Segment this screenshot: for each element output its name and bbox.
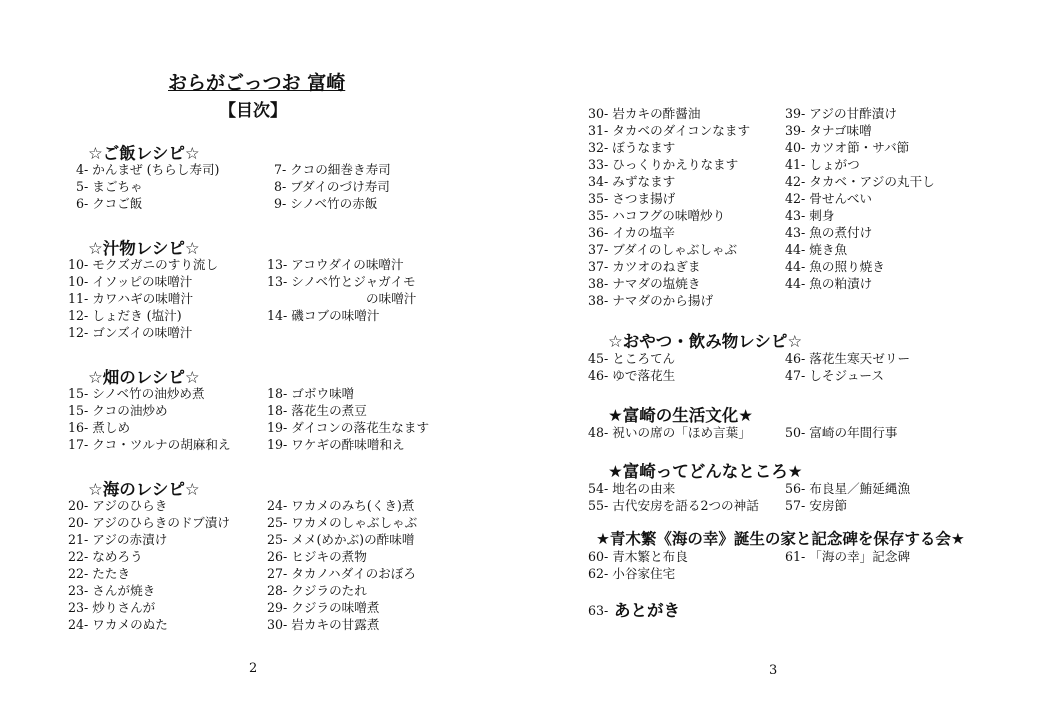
toc-entry: 39- タナゴ味噌 [785,123,872,138]
section-title-about: ★富崎ってどんなところ★ [608,462,803,481]
page-number: 2 [249,661,258,676]
toc-entry: 30- 岩カキの甘露煮 [267,617,380,632]
toc-entry: 61- 「海の幸」記念碑 [785,549,911,564]
toc-entry: 32- ぼうなます [588,140,676,155]
toc-entry: 22- なめろう [68,549,143,564]
toc-entry: 38- ナマダのから揚げ [588,293,714,308]
toc-entry: 39- アジの甘酢漬け [785,106,897,121]
toc-entry: 38- ナマダの塩焼き [588,276,701,291]
toc-entry: 17- クコ・ツルナの胡麻和え [68,437,231,452]
toc-entry: 21- アジの赤漬け [68,532,168,547]
document-title: おらがごっつお 富崎 [168,72,346,94]
toc-entry: 33- ひっくりかえりなます [588,157,739,172]
toc-entry: 44- 焼き魚 [785,242,848,257]
toc-entry: 46- 落花生寒天ゼリー [785,351,911,366]
toc-entry: 44- 魚の照り焼き [785,259,885,274]
afterword-number: 63- [588,603,609,618]
toc-entry: 6- クコご飯 [76,196,143,211]
page-number: 3 [769,663,778,678]
section-title-soup: ☆汁物レシピ☆ [88,239,200,258]
toc-entry: 19- ダイコンの落花生なます [267,420,430,435]
toc-entry: 15- クコの油炒め [68,403,168,418]
toc-entry: 30- 岩カキの酢醤油 [588,106,701,121]
toc-entry: 41- しょがつ [785,157,860,172]
toc-entry: 16- 煮しめ [68,420,131,435]
section-title-sea: ☆海のレシピ☆ [88,480,200,499]
toc-entry: 18- ゴボウ味噌 [267,386,355,401]
toc-entry: 14- 磯コブの味噌汁 [267,308,380,323]
toc-entry: 11- カワハギの味噌汁 [68,291,194,306]
toc-entry: 12- ゴンズイの味噌汁 [68,325,193,340]
right-page [520,0,1040,720]
toc-entry: 29- クジラの味噌煮 [267,600,380,615]
toc-entry: 31- タカベのダイコンなます [588,123,751,138]
toc-entry: 25- メメ(めかぶ)の酢味噌 [267,532,415,547]
section-title-afterword: あとがき [614,601,680,620]
toc-entry: 35- さつま揚げ [588,191,676,206]
toc-entry-continuation: の味噌汁 [366,291,417,306]
toc-entry: 28- クジラのたれ [267,583,367,598]
toc-entry: 43- 刺身 [785,208,835,223]
section-title-society: ★青木繁《海の幸》誕生の家と記念碑を保存する会★ [596,530,965,548]
toc-entry: 44- 魚の粕漬け [785,276,873,291]
toc-entry: 19- ワケギの酢味噌和え [267,437,405,452]
toc-entry: 34- みずなます [588,174,676,189]
toc-entry: 25- ワカメのしゃぶしゃぶ [267,515,418,530]
toc-entry: 20- アジのひらき [68,498,168,513]
toc-entry: 24- ワカメのぬた [68,617,168,632]
toc-entry: 20- アジのひらきのドブ漬け [68,515,230,530]
toc-entry: 45- ところてん [588,351,676,366]
toc-entry: 9- シノベ竹の赤飯 [274,196,378,211]
toc-entry: 26- ヒジキの煮物 [267,549,367,564]
toc-entry: 4- かんまぜ (ちらし寿司) [76,162,220,177]
toc-entry: 54- 地名の由来 [588,481,676,496]
section-title-rice: ☆ご飯レシピ☆ [88,144,200,163]
toc-entry: 23- さんが焼き [68,583,156,598]
toc-entry: 43- 魚の煮付け [785,225,873,240]
toc-entry: 23- 炒りさんが [68,600,156,615]
section-title-culture: ★富崎の生活文化★ [608,406,754,425]
toc-entry: 50- 富崎の年間行事 [785,425,898,440]
toc-entry: 7- クコの細巻き寿司 [274,162,391,177]
section-title-field: ☆畑のレシピ☆ [88,368,200,387]
toc-entry: 10- モクズガニのすり流し [68,257,219,272]
toc-entry: 42- 骨せんべい [785,191,873,206]
toc-entry: 42- タカベ・アジの丸干し [785,174,935,189]
toc-entry: 13- シノベ竹とジャガイモ [267,274,416,289]
toc-entry: 60- 青木繁と布良 [588,549,688,564]
toc-entry: 37- カツオのねぎま [588,259,701,274]
toc-entry: 62- 小谷家住宅 [588,566,676,581]
toc-entry: 48- 祝いの席の「ほめ言葉」 [588,425,751,440]
toc-entry: 15- シノベ竹の油炒め煮 [68,386,205,401]
toc-entry: 24- ワカメのみち(くき)煮 [267,498,415,513]
toc-entry: 18- 落花生の煮豆 [267,403,367,418]
toc-entry: 57- 安房節 [785,498,848,513]
toc-entry: 36- イカの塩辛 [588,225,675,240]
toc-entry: 40- カツオ節・サバ節 [785,140,910,155]
table-of-contents-heading: 【目次】 [219,101,287,121]
toc-entry: 56- 布良星／鮪延縄漁 [785,481,911,496]
toc-entry: 22- たたき [68,566,131,581]
toc-entry: 13- アコウダイの味噌汁 [267,257,404,272]
toc-entry: 37- ブダイのしゃぶしゃぶ [588,242,738,257]
toc-entry: 35- ハコフグの味噌炒り [588,208,726,223]
toc-entry: 47- しそジュース [785,368,884,383]
toc-entry: 12- しょだき (塩汁) [68,308,182,323]
section-title-snacks: ☆おやつ・飲み物レシピ☆ [608,332,803,351]
toc-entry: 46- ゆで落花生 [588,368,676,383]
toc-entry: 5- まごちゃ [76,179,143,194]
toc-entry: 8- ブダイのづけ寿司 [274,179,390,194]
toc-entry: 27- タカノハダイのおぼろ [267,566,416,581]
toc-entry: 10- イソッピの味噌汁 [68,274,193,289]
toc-entry: 55- 古代安房を語る2つの神話 [588,498,759,513]
